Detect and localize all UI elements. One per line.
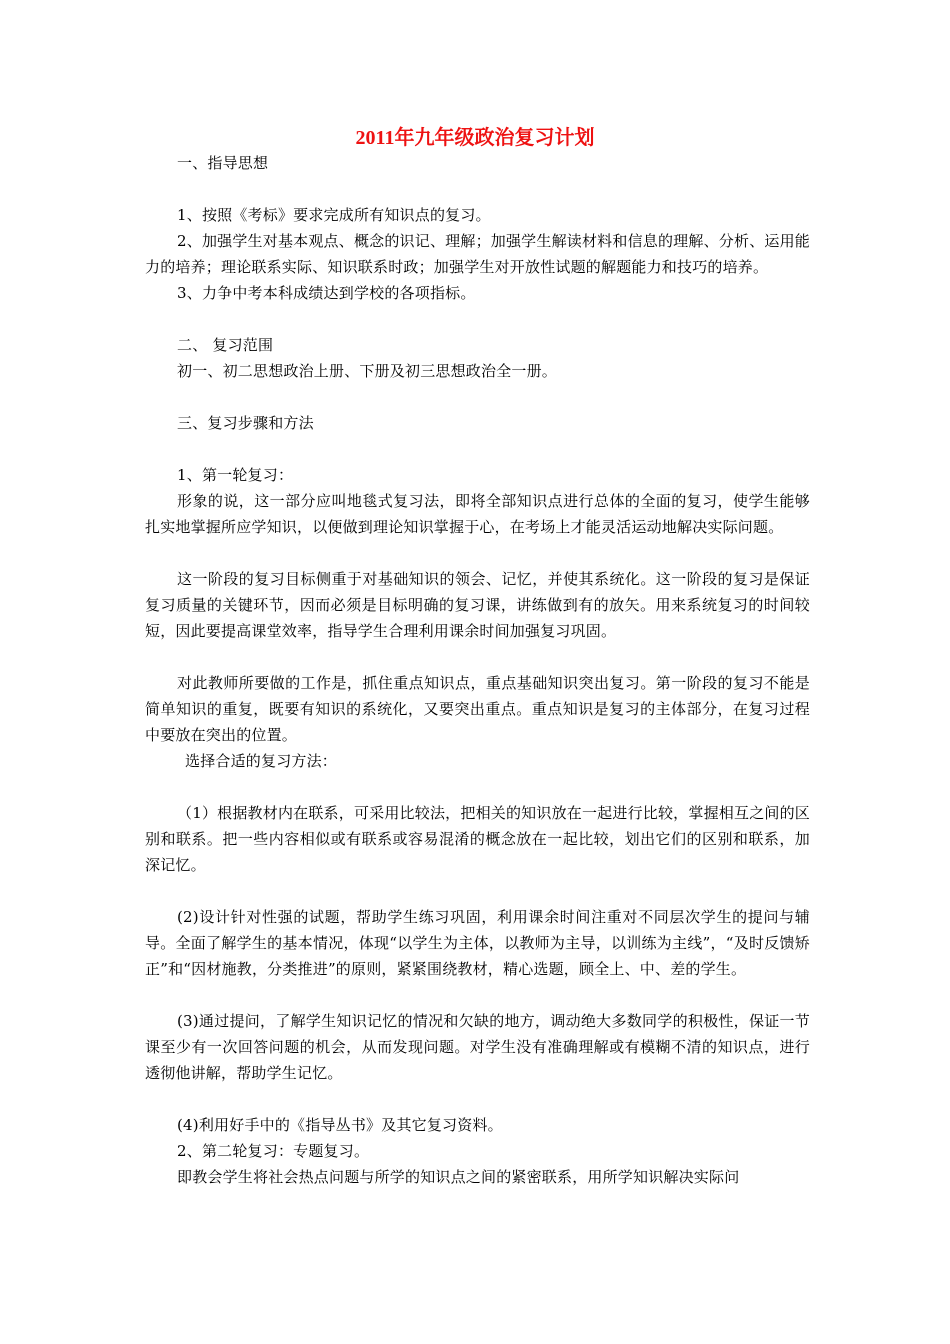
paragraph: 形象的说，这一部分应叫地毯式复习法，即将全部知识点进行总体的全面的复习，使学生能够扎实地掌握所应学知识，以便做到理论知识掌握于心，在考场上才能灵活运动地解决实际问题。 [145, 492, 810, 536]
paragraph: 3、力争中考本科成绩达到学校的各项指标。 [177, 284, 476, 302]
paragraph-gap [145, 878, 810, 904]
paragraph: 初一、初二思想政治上册、下册及初三思想政治全一册。 [177, 362, 558, 380]
subheading-second-round: 2、第二轮复习：专题复习。 [177, 1142, 370, 1160]
section-heading-guiding-ideas: 一、指导思想 [177, 154, 269, 172]
section-heading-review-scope: 二、 复习范围 [177, 336, 274, 354]
paragraph-gap [145, 982, 810, 1008]
paragraph: 这一阶段的复习目标侧重于对基础知识的领会、记忆，并使其系统化。这一阶段的复习是保证复习质量的关键环节，因而必须是目标明确的复习课，讲练做到有的放矢。用来系统复习的时间较短，因此要提高课堂效率，指导学生合理利用课余时间加强复习巩固。 [145, 570, 810, 640]
method-item: (3)通过提问，了解学生知识记忆的情况和欠缺的地方，调动绝大多数同学的积极性，保证一节课至少有一次回答问题的机会，从而发现问题。对学生没有准确理解或有模糊不清的知识点，进行透彻他讲解，帮助学生记忆。 [145, 1012, 810, 1082]
paragraph-gap [145, 384, 810, 410]
paragraph: 对此教师所要做的工作是，抓住重点知识点，重点基础知识突出复习。第一阶段的复习不能是简单知识的重复，既要有知识的系统化，又要突出重点。重点知识是复习的主体部分，在复习过程中要放在突出的位置。 [145, 674, 810, 744]
paragraph-gap [145, 644, 810, 670]
paragraph-gap [145, 436, 810, 462]
paragraph-gap [145, 306, 810, 332]
paragraph: 即教会学生将社会热点问题与所学的知识点之间的紧密联系，用所学知识解决实际问 [177, 1168, 740, 1186]
method-item: (4)利用好手中的《指导丛书》及其它复习资料。 [177, 1116, 503, 1134]
paragraph-gap [145, 540, 810, 566]
paragraph-gap [145, 176, 810, 202]
method-item: (2)设计针对性强的试题，帮助学生练习巩固，利用课余时间注重对不同层次学生的提问与辅导。全面了解学生的基本情况，体现“以学生为主体，以教师为主导，以训练为主线”，“及时反馈矫正”和“因材施教，分类推进”的原则，紧紧围绕教材，精心选题，顾全上、中、差的学生。 [145, 908, 810, 978]
method-item: （1）根据教材内在联系，可采用比较法，把相关的知识放在一起进行比较，掌握相互之间的区别和联系。把一些内容相似或有联系或容易混淆的概念放在一起比较，划出它们的区别和联系，加深记忆。 [145, 804, 810, 874]
paragraph: 1、按照《考标》要求完成所有知识点的复习。 [177, 206, 491, 224]
subheading-methods: 选择合适的复习方法： [185, 752, 338, 770]
document-title: 2011年九年级政治复习计划 [355, 127, 595, 149]
document-body [145, 150, 810, 1190]
paragraph: 2、加强学生对基本观点、概念的识记、理解；加强学生解读材料和信息的理解、分析、运用能力的培养；理论联系实际、知识联系时政；加强学生对开放性试题的解题能力和技巧的培养。 [145, 232, 810, 276]
section-heading-review-steps: 三、复习步骤和方法 [177, 414, 314, 432]
paragraph-gap [145, 774, 810, 800]
subheading-first-round: 1、第一轮复习： [177, 466, 294, 484]
paragraph-gap [145, 1086, 810, 1112]
